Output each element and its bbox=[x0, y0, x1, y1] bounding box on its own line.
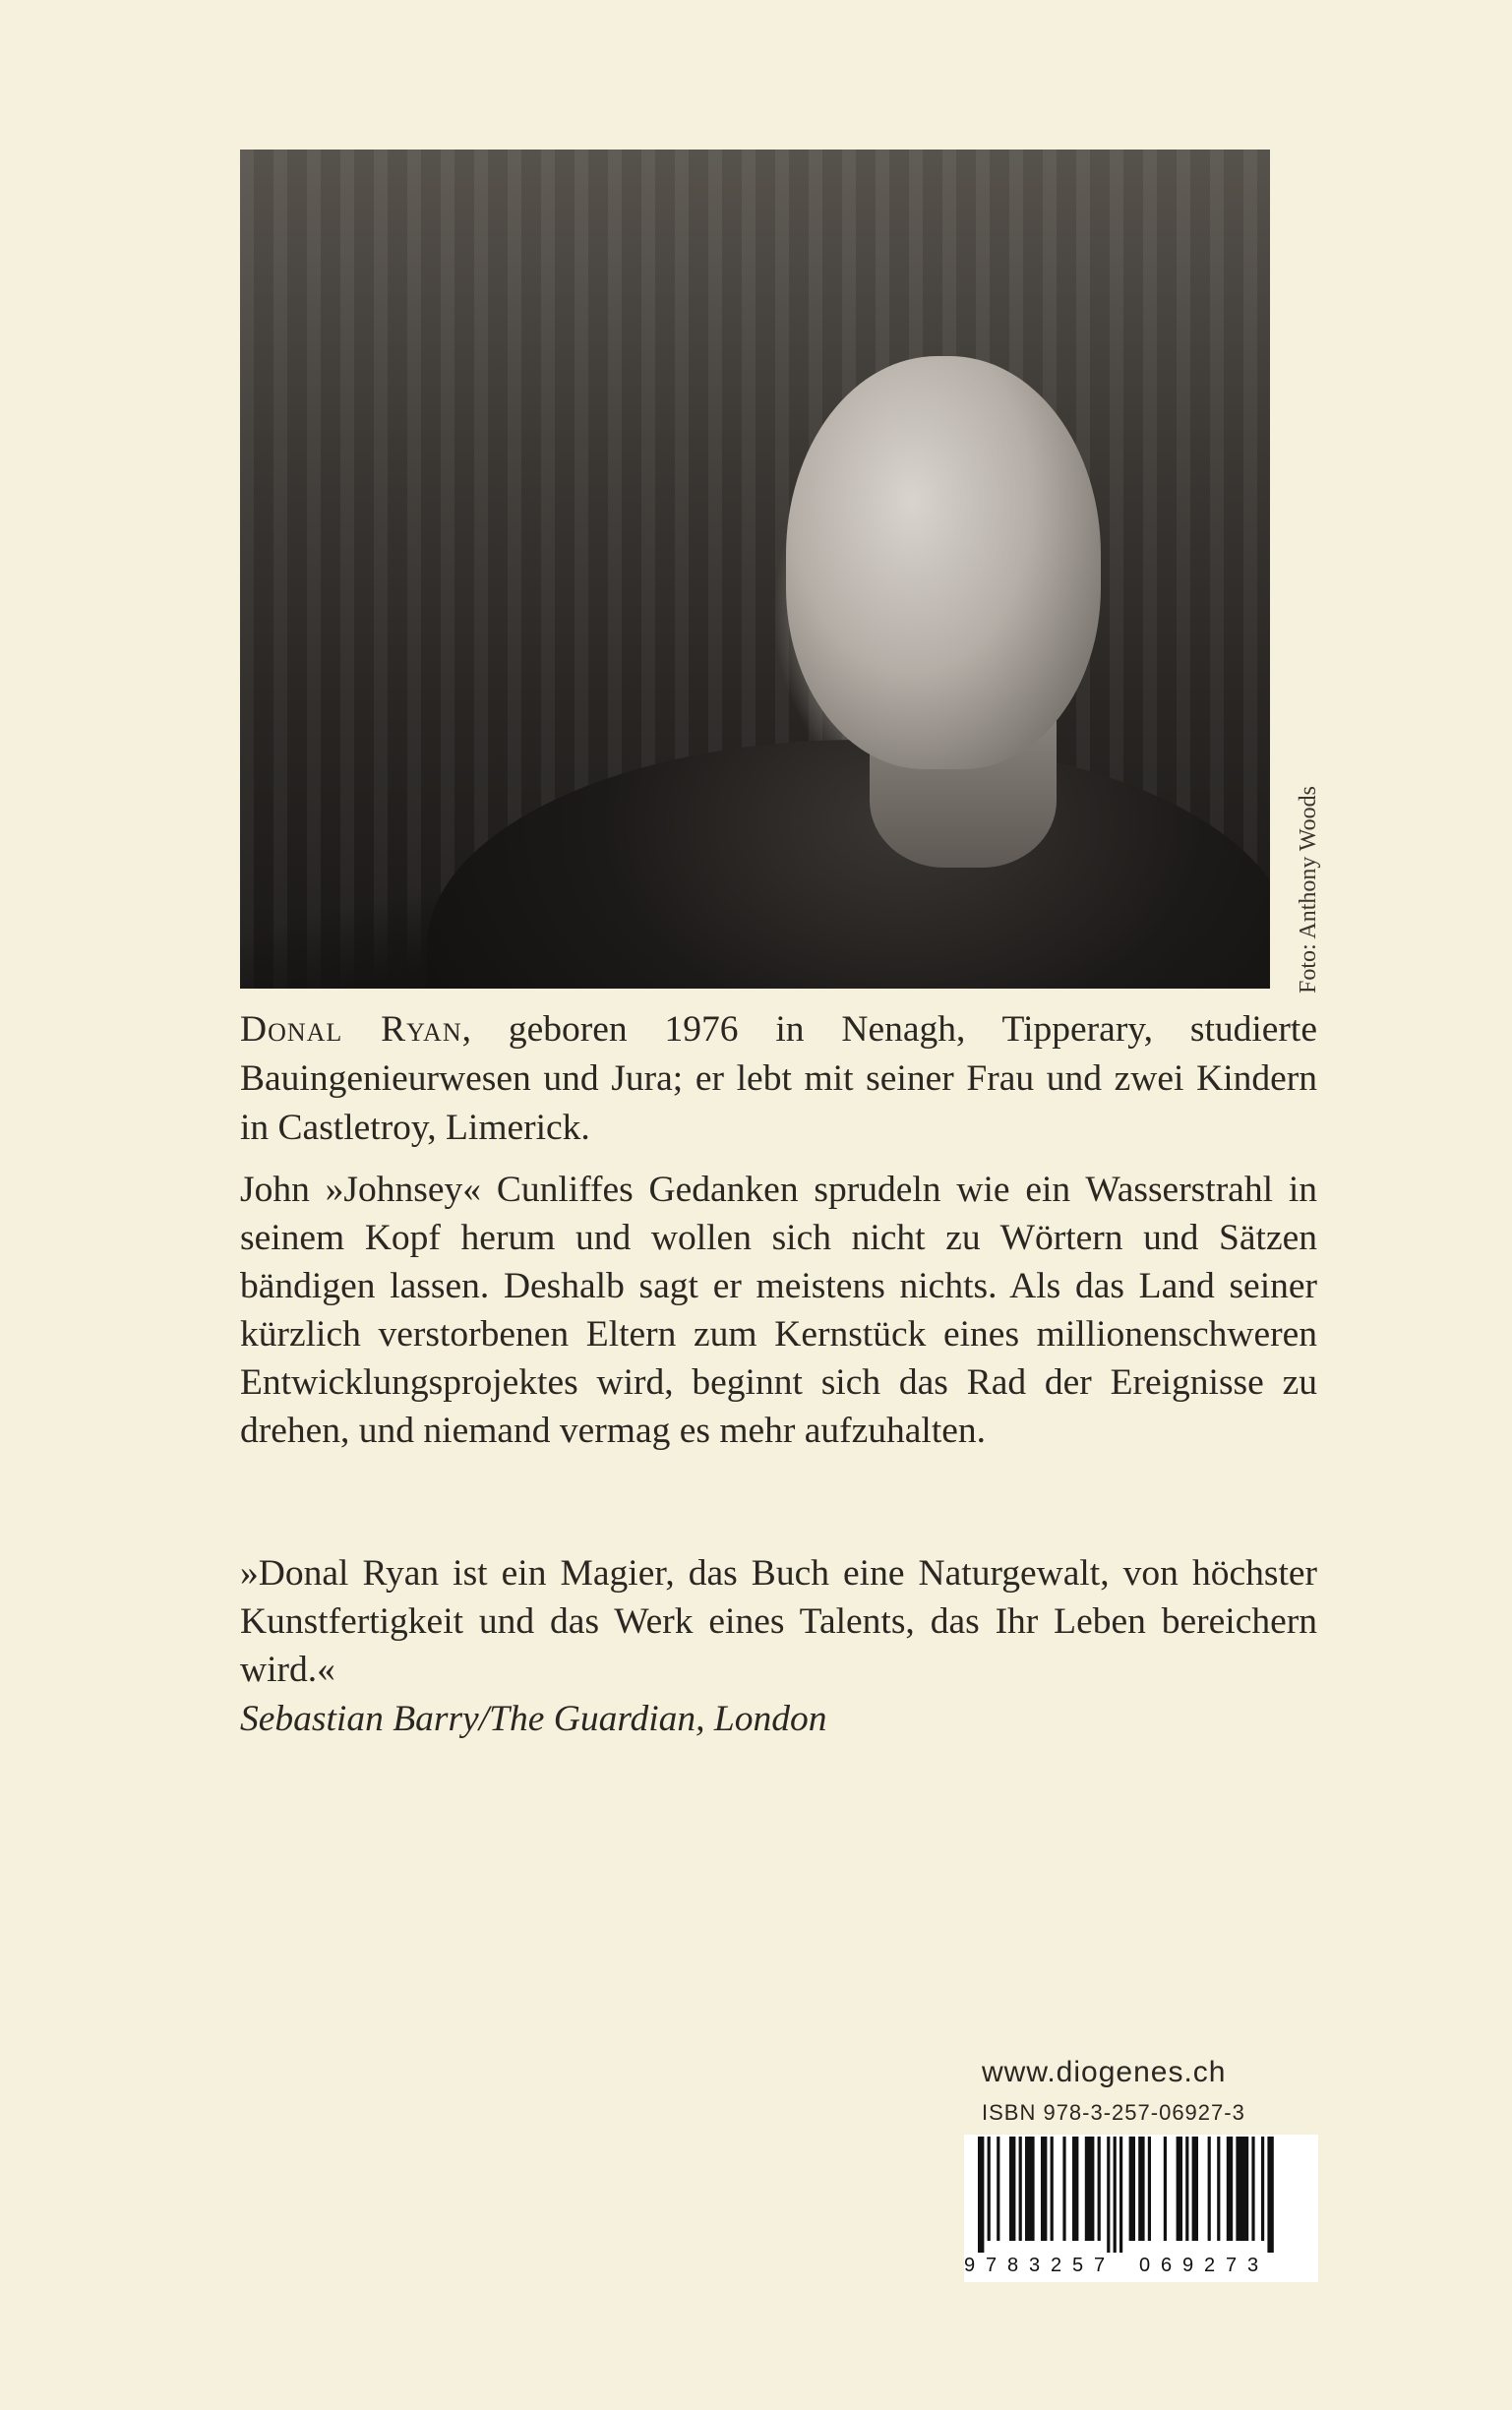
barcode-digit: 6 bbox=[1161, 2255, 1173, 2276]
barcode-digit: 9 bbox=[1182, 2255, 1194, 2276]
barcode-bar bbox=[1098, 2137, 1101, 2241]
barcode-bar bbox=[1138, 2137, 1144, 2241]
review-quote: »Donal Ryan ist ein Magier, das Buch eine Naturgewalt, von höchster Kunstfertigkeit und das Werk eines Talents, das Ihr Leben bereichern wird.« bbox=[240, 1553, 1317, 1690]
barcode-bar bbox=[1041, 2137, 1047, 2241]
barcode-bar bbox=[1217, 2137, 1220, 2241]
photo-figure-head bbox=[786, 356, 1101, 769]
barcode-bar bbox=[1085, 2137, 1095, 2241]
barcode-digit: 3 bbox=[1247, 2255, 1259, 2276]
barcode-bar bbox=[978, 2137, 984, 2253]
barcode-bar bbox=[1148, 2137, 1151, 2241]
barcode-bar bbox=[1051, 2137, 1054, 2241]
barcode-digit: 3 bbox=[1029, 2255, 1041, 2276]
barcode-digit: 7 bbox=[1094, 2255, 1106, 2276]
barcode-bars bbox=[964, 2135, 1318, 2258]
barcode-bar bbox=[997, 2137, 999, 2241]
barcode-digit: 2 bbox=[1204, 2255, 1216, 2276]
barcode-bar bbox=[1114, 2137, 1117, 2253]
author-photo bbox=[240, 150, 1270, 989]
publisher-website: www.diogenes.ch bbox=[982, 2056, 1227, 2088]
barcode-bar bbox=[1009, 2137, 1015, 2241]
barcode-bar bbox=[1208, 2137, 1211, 2241]
barcode-digit: 7 bbox=[986, 2255, 998, 2276]
barcode-bar bbox=[1267, 2137, 1273, 2253]
isbn-label: ISBN 978-3-257-06927-3 bbox=[982, 2100, 1245, 2125]
barcode-bar bbox=[1025, 2137, 1035, 2241]
barcode-bar bbox=[1185, 2137, 1188, 2241]
barcode-bar bbox=[1177, 2137, 1182, 2241]
barcode-bar bbox=[1164, 2137, 1167, 2241]
author-bio-text: , geboren 1976 in Nenagh, Tipperary, studierte Bauingenieurwesen und Jura; er lebt mit seiner Frau und zwei Kindern in Castletroy, Limerick. bbox=[240, 1009, 1317, 1148]
barcode-bar bbox=[1019, 2137, 1022, 2241]
barcode-bar bbox=[1236, 2137, 1248, 2241]
barcode-bar bbox=[1129, 2137, 1135, 2241]
barcode-digit: 0 bbox=[1139, 2255, 1151, 2276]
barcode-bar bbox=[1251, 2137, 1254, 2241]
barcode-bar bbox=[988, 2137, 991, 2241]
barcode-bar bbox=[1119, 2137, 1122, 2253]
barcode-digit: 9 bbox=[964, 2255, 976, 2276]
barcode-digit: 7 bbox=[1226, 2255, 1238, 2276]
photo-figure-shoulders bbox=[427, 740, 1270, 989]
barcode-bar bbox=[1261, 2137, 1264, 2241]
barcode-digit: 8 bbox=[1007, 2255, 1019, 2276]
photo-credit: Foto: Anthony Woods bbox=[1296, 786, 1321, 994]
book-blurb: John »Johnsey« Cunliffes Gedanken sprudeln wie ein Wasserstrahl in seinem Kopf herum und wollen sich nicht zu Wörtern und Sätzen bändigen lassen. Deshalb sagt er meistens nichts. Als das Land seiner kürzlich verstorbenen Eltern zum Kernstück eines millionenschweren Entwicklungsprojektes wird, beginnt sich das Rad der Ereignisse zu drehen, und niemand vermag es mehr aufzuhalten. bbox=[240, 1170, 1317, 1451]
barcode-bar bbox=[1227, 2137, 1233, 2241]
author-name: Donal Ryan bbox=[240, 1009, 462, 1050]
barcode-bar bbox=[1062, 2137, 1065, 2241]
author-bio bbox=[240, 1005, 1317, 1153]
barcode-bar bbox=[1192, 2137, 1198, 2241]
barcode-digit: 2 bbox=[1051, 2255, 1062, 2276]
review-attribution: Sebastian Barry/The Guardian, London bbox=[240, 1699, 827, 1739]
barcode-digit: 5 bbox=[1072, 2255, 1084, 2276]
barcode-bar bbox=[1072, 2137, 1078, 2241]
barcode-bar bbox=[1107, 2137, 1110, 2253]
